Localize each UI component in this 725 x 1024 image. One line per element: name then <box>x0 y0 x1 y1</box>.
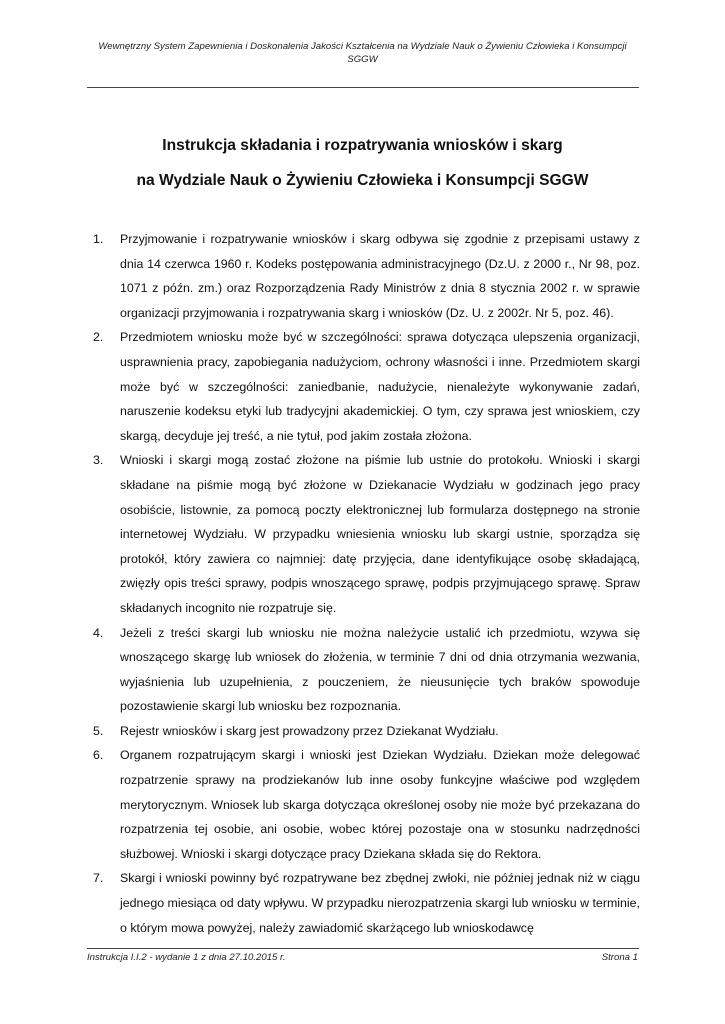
list-item-number: 1. <box>93 232 104 246</box>
list-item <box>93 719 640 744</box>
header-line-1: Wewnętrzny System Zapewnienia i Doskonalenia Jakości Kształcenia na Wydziale Nauk o Żywieniu Człowieka i Konsumpcji <box>98 41 627 52</box>
list-item-number: 7. <box>93 871 104 886</box>
list-item <box>93 621 640 719</box>
list-item-number: 2. <box>93 330 104 345</box>
header-line-2: SGGW <box>347 54 378 65</box>
list-item <box>93 448 640 620</box>
list-item-text: Wnioski i skargi mogą zostać złożone na piśmie lub ustnie do protokołu. Wnioski i skargi składane na piśmie mogą być złożone w Dziekanacie Wydziału w godzinach jego pracy osobiście, listownie, za pomocą poczty elektronicznej lub formularza dostępnego na stronie internetowej Wydziału. W przypadku wniesienia wniosku lub skargi ustnie, sporządza się protokół, który zawiera co najmniej: datę przyjęcia, dane identyfikujące osobę składającą, zwięzły opis treści sprawy, podpis wnoszącego sprawę, podpis przyjmującego sprawę. Spraw składanych incognito nie rozpatruje się. <box>120 453 640 615</box>
list-item-text: Przyjmowanie i rozpatrywanie wniosków i skarg odbywa się zgodnie z przepisami ustawy z dnia 14 czerwca 1960 r. Kodeks postępowania administracyjnego (Dz.U. z 2000 r., Nr 98, poz. 1071 z późn. zm.) oraz Rozporządzenia Rady Ministrów z dnia 8 stycznia 2002 r. w sprawie organizacji przyjmowania i rozpatrywania skarg i wniosków (Dz. U. z 2002r. Nr 5, poz. 46). <box>120 232 640 320</box>
list-item-number: 5. <box>93 723 104 738</box>
header-divider <box>87 87 639 88</box>
footer-document-info: Instrukcja I.I.2 - wydanie 1 z dnia 27.10.2015 r. <box>87 952 286 963</box>
document-title-line-1: Instrukcja składania i rozpatrywania wniosków i skarg <box>162 137 563 154</box>
list-item-number: 6. <box>93 748 104 763</box>
list-item <box>93 743 640 866</box>
list-item-number: 3. <box>93 453 104 468</box>
document-title-line-2: na Wydziale Nauk o Żywieniu Człowieka i Konsumpcji SGGW <box>136 172 589 189</box>
list-item <box>93 325 640 448</box>
footer-divider <box>87 948 639 949</box>
footer-page-number: Strona 1 <box>601 952 638 963</box>
list-item-text: Organem rozpatrującym skargi i wnioski jest Dziekan Wydziału. Dziekan może delegować rozpatrzenie sprawy na prodziekanów lub inne osoby funkcyjne właściwe pod względem merytorycznym. Wniosek lub skarga dotycząca określonej osoby nie może być przekazana do rozpatrzenia tej osobie, ani osobie, wobec której pozostaje ona w stosunku nadrzędności służbowej. Wnioski i skargi dotyczące pracy Dziekana składa się do Rektora. <box>120 748 640 861</box>
numbered-list <box>93 227 640 940</box>
list-item-text: Rejestr wniosków i skarg jest prowadzony przez Dziekanat Wydziału. <box>120 723 499 738</box>
list-item-text: Skargi i wnioski powinny być rozpatrywane bez zbędnej zwłoki, nie później jednak niż w ciągu jednego miesiąca od daty wpływu. W przypadku nierozpatrzenia skargi lub wniosku w terminie, o którym mowa powyżej, należy zawiadomić skarżącego lub wnioskodawcę <box>120 871 640 935</box>
list-item <box>93 866 640 940</box>
list-item-text: Przedmiotem wniosku może być w szczególności: sprawa dotycząca ulepszenia organizacji, usprawnienia pracy, zapobiegania nadużyciom, ochrony własności i inne. Przedmiotem skargi może być w szczególności: zaniedbanie, nadużycie, nienależyte wykonywanie zadań, naruszenie kodeksu etyki lub tradycyjni akademickiej. O tym, czy sprawa jest wnioskiem, czy skargą, decyduje jej treść, a nie tytuł, pod jakim została złożona. <box>120 330 640 443</box>
list-item <box>93 227 640 325</box>
list-item-number: 4. <box>93 625 104 640</box>
list-item-text: Jeżeli z treści skargi lub wniosku nie można należycie ustalić ich przedmiotu, wzywa się wnoszącego skargę lub wniosek do złożenia, w terminie 7 dni od dnia otrzymania wezwania, wyjaśnienia lub uzupełnienia, z pouczeniem, że nieusunięcie tych braków spowoduje pozostawienie skargi lub wniosku bez rozpoznania. <box>120 625 640 714</box>
page-header <box>60 40 665 66</box>
